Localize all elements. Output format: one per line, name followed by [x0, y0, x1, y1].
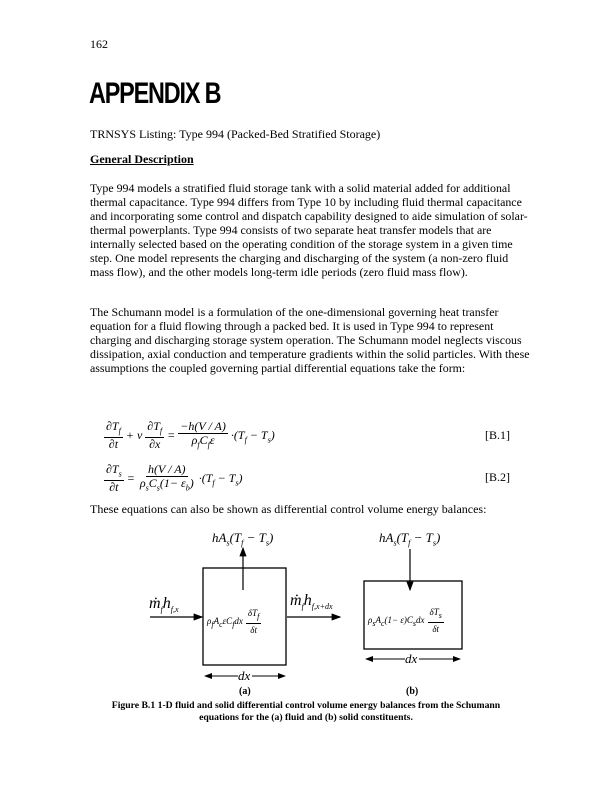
appendix-title: APPENDIX B [89, 77, 221, 110]
b-Ts-sub: s [432, 538, 437, 548]
eq1-num: ∂T [106, 419, 119, 433]
eq1-tail-mid: − T [246, 427, 268, 442]
eq2-tail-sub2: s [235, 477, 239, 487]
eq2-den: ∂t [109, 480, 119, 495]
b-frac-den: δt [432, 623, 440, 634]
caption-line-1: Figure B.1 1-D fluid and solid differential control volume energy balances from the Schumann [111, 700, 501, 711]
eq1-num2-sub: f [159, 426, 163, 436]
a-frac-den: δt [250, 624, 257, 635]
panel-label-a: (a) [239, 686, 251, 697]
eq2-c-sub: s [156, 483, 160, 493]
a-hA-sub: s [226, 538, 230, 548]
eq2-one-minus-eps: (1− ε [159, 476, 186, 490]
equation-number-b2: [B.2] [485, 470, 510, 484]
a-mdot-in: ṁ [149, 595, 161, 612]
fluid-heat-transfer-label [212, 530, 273, 548]
eq1-eps: ε [209, 433, 215, 447]
b-A-sub: c [380, 618, 385, 628]
eq2-tail-open: ·(T [198, 470, 213, 485]
b-C-sub: s [412, 618, 417, 628]
a-rho: ρ [207, 615, 212, 626]
eq2-close: ) [189, 476, 194, 490]
b-A: A [375, 614, 381, 625]
a-close: ) [269, 530, 274, 545]
eq2-c: C [148, 476, 157, 490]
eq1-c-sub: f [207, 440, 210, 450]
eq2-eps-sub: b [185, 483, 190, 493]
eq1-plus-v: + v [125, 428, 143, 443]
a-T-sub: f [241, 538, 244, 548]
a-dx: dx [234, 615, 243, 626]
eq2-tail-close: ) [238, 470, 243, 485]
b-frac-num-sub: s [438, 610, 442, 620]
b-close: ) [436, 530, 441, 545]
solid-storage-term [368, 606, 444, 636]
a-mdot-out: ṁ [290, 592, 302, 609]
fluid-inflow-label [149, 595, 179, 614]
eq2-rho-sub: s [145, 483, 149, 493]
eq2-num-sub: s [118, 469, 122, 479]
a-frac-num: δT [247, 608, 258, 618]
b-T-sub: f [408, 538, 411, 548]
eq2-tail-sub1: f [212, 477, 215, 487]
eq2-rho: ρ [139, 476, 146, 490]
caption-line-2: equations for the (a) fluid and (b) solid constituents. [199, 712, 413, 723]
b-frac-num: δT [429, 607, 439, 617]
solid-heat-transfer-label [379, 530, 440, 548]
eq1-num-sub: f [118, 426, 121, 436]
a-A-sub: c [219, 619, 223, 629]
a-h-in-sub: f,x [170, 605, 179, 615]
eq2-num: ∂T [106, 462, 119, 476]
equation-number-b1: [B.1] [485, 428, 510, 442]
b-rho-sub: s [372, 618, 376, 628]
fluid-storage-term [207, 607, 261, 637]
b-rho: ρ [368, 614, 373, 625]
listing-subtitle: TRNSYS Listing: Type 994 (Packed-Bed Stratified Storage) [90, 127, 381, 141]
b-T: (T [396, 530, 409, 545]
a-rho-sub: f [211, 619, 214, 629]
paragraph-description: Type 994 models a stratified fluid storage tank with a solid material added for additional thermal capacitance. Type 994 differs from Type 10 by including fluid thermal capacitance and incorporating some control and dispatch capability designed to aide simulation of solar-thermal powerplants. Type 994 consists of two separate heat transfer models that are internally selected based on the operating condition of the storage system in a given time step. One model represents the charging and discharging of the system (a non-zero fluid mass flow), and the other models long-term idle periods (zero fluid mass flow). [90, 181, 528, 279]
eq1-tail-sub2: s [267, 434, 271, 444]
eq1-c: C [199, 433, 208, 447]
a-h-in: h [162, 595, 171, 612]
section-heading: General Description [90, 152, 194, 166]
eq1-rho: ρ [191, 433, 198, 447]
b-hA-sub: s [393, 538, 397, 548]
a-T: (T [229, 530, 242, 545]
eq1-tail-sub1: f [244, 434, 247, 444]
a-minus-T: − T [243, 530, 266, 545]
a-C-sub: f [232, 619, 235, 629]
paragraph-schumann: The Schumann model is a formulation of the one-dimensional governing heat transfer equation for a fluid flowing through a packed bed. It is used in Type 994 to represent charging and discharging storage system operation. The Schumann model neglects viscous dissipation, axial conduction and temperature gradients within the solid particles. With these assumptions the coupled governing partial differential equations take the form: [90, 305, 530, 375]
eq1-den2: ∂x [149, 437, 161, 452]
solid-dx-label: dx [405, 651, 418, 666]
a-Ts-sub: s [265, 538, 270, 548]
a-hA: hA [212, 530, 227, 545]
eq1-den: ∂t [108, 437, 119, 452]
b-frac [428, 606, 444, 636]
a-mdot-out-sub: f [301, 602, 304, 612]
eq1-rhs-num: −h(V / A) [180, 419, 226, 433]
figure-caption [90, 700, 522, 724]
eq1-tail-close: ) [270, 427, 275, 442]
paragraph-energy-balances: These equations can also be shown as differential control volume energy balances: [90, 502, 487, 516]
fluid-dx-label: dx [238, 668, 251, 683]
b-hA: hA [379, 530, 394, 545]
eq2-rhs-num: h(V / A) [147, 462, 186, 476]
a-h-out: h [303, 592, 312, 609]
eq1-equals: = [167, 428, 176, 443]
eq2-tail-mid: − T [214, 470, 236, 485]
eq1-tail-open: ·(T [230, 427, 245, 442]
b-dx: dx [416, 614, 425, 625]
eq2-equals: = [126, 471, 135, 486]
eq1-rho-sub: f [197, 440, 200, 450]
a-h-out-sub: f,x+dx [311, 602, 333, 612]
eq1-num2: ∂T [147, 419, 160, 433]
panel-label-b: (b) [406, 686, 419, 697]
b-one-minus-eps-C: (1− ε)C [384, 614, 413, 625]
a-frac [246, 607, 261, 637]
page-number: 162 [90, 37, 108, 51]
a-mdot-in-sub: f [160, 605, 163, 615]
a-A: A [213, 615, 220, 626]
b-minus-T: − T [410, 530, 433, 545]
fluid-outflow-label [290, 592, 333, 611]
a-epsC: εC [222, 615, 233, 626]
a-frac-num-sub: f [257, 611, 260, 621]
